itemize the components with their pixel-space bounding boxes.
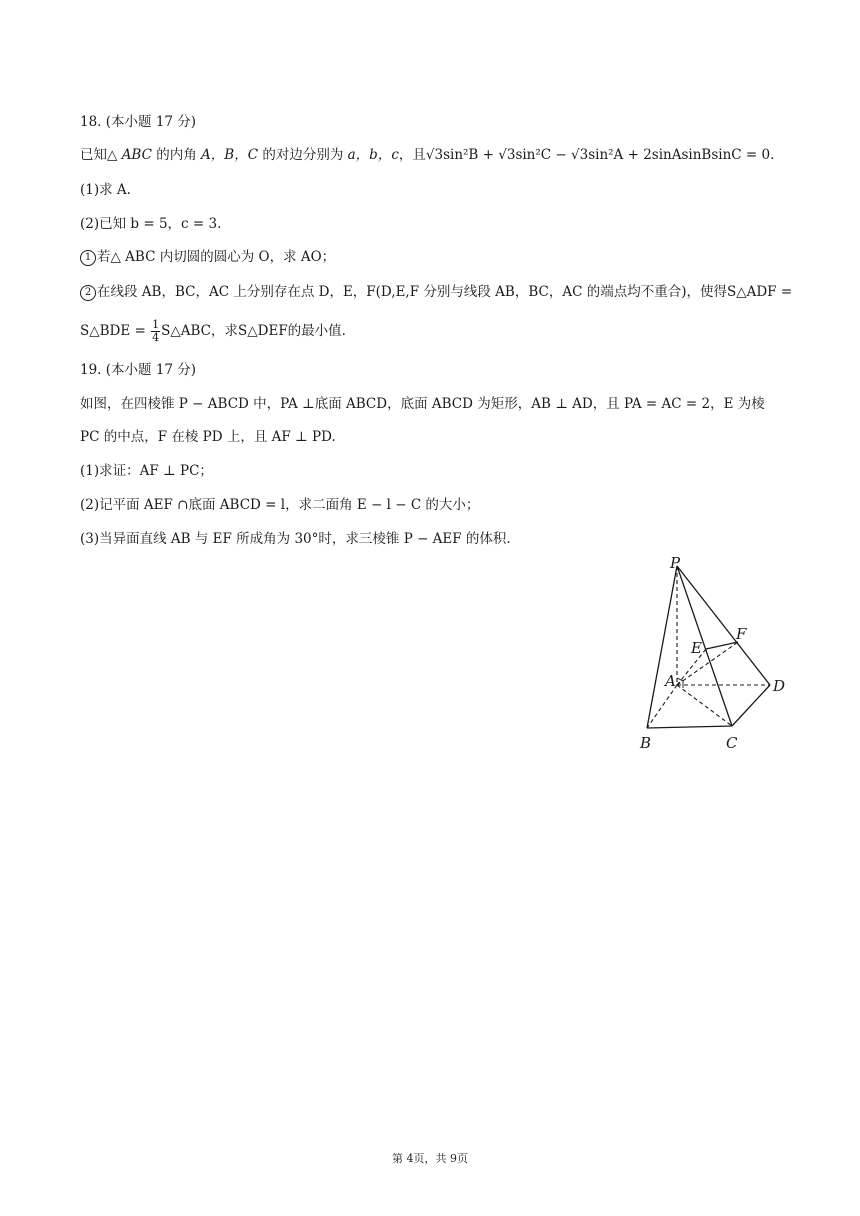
q19-stem-line1: 如图，在四棱锥 P − ABCD 中，PA ⊥底面 ABCD，底面 ABCD 为矩形，AB ⊥ AD，且 PA = AC = 2，E 为棱 xyxy=(80,396,765,412)
q19-part3: (3)当异面直线 AB 与 EF 所成角为 30°时，求三棱锥 P − AEF 的体积. xyxy=(80,531,511,547)
label-C: C xyxy=(726,734,738,752)
edge-BC xyxy=(647,726,732,728)
q19-part2: (2)记平面 AEF ∩底面 ABCD = l，求二面角 E − l − C 的大小； xyxy=(80,497,480,513)
q19-stem-line2: PC 的中点，F 在棱 PD 上，且 AF ⊥ PD. xyxy=(80,429,336,445)
q18-stem-mid2: 的对边分别为 xyxy=(258,147,348,163)
fraction-denominator: 4 xyxy=(152,331,160,344)
edge-PC xyxy=(677,566,732,726)
solid-edges xyxy=(647,566,770,728)
q19-part1: (1)求证：AF ⊥ PC； xyxy=(80,463,213,479)
q18-sub2-text1: 在线段 AB，BC，AC 上分别存在点 D，E，F(D,E,F 分别与线段 AB，BC，AC 的端点均不重合)，使得S△ADF = xyxy=(97,284,793,300)
label-A: A xyxy=(665,672,676,690)
q18-sub2-text2a: S△BDE = xyxy=(80,323,151,339)
page-footer: 第 4页，共 9页 xyxy=(392,1152,468,1165)
label-F: F xyxy=(736,625,747,643)
q18-sub2-text2b: S△ABC，求S△DEF的最小值. xyxy=(161,323,346,339)
q18-sub2-marker: 2 xyxy=(80,285,96,301)
edge-PB xyxy=(647,566,677,728)
q18-sub1 xyxy=(80,247,790,267)
label-P: P xyxy=(670,554,681,572)
q18-sub1-marker: 1 xyxy=(80,250,96,266)
label-D: D xyxy=(773,677,786,695)
q18-sub2-line1 xyxy=(80,282,793,302)
segment-EF xyxy=(706,642,738,649)
label-B: B xyxy=(640,734,652,752)
q18-sub2-line2 xyxy=(80,316,790,346)
edge-CD xyxy=(732,685,770,726)
hidden-edges xyxy=(647,566,770,728)
q18-part2: (2)已知 b = 5，c = 3. xyxy=(80,216,222,232)
pyramid-figure xyxy=(630,552,800,754)
q18-header: 18. (本小题 17 分) xyxy=(80,114,197,130)
q19-header: 19. (本小题 17 分) xyxy=(80,362,197,378)
edge-AC xyxy=(677,685,732,726)
q18-part1: (1)求 A. xyxy=(80,182,131,198)
q18-stem-abc: ABC xyxy=(121,147,152,163)
q18-stem-equation: √3sin²B + √3sin²C − √3sin²A + 2sinAsinBsinC = 0. xyxy=(425,147,775,163)
q18-stem-angles: A，B，C xyxy=(201,147,259,163)
q18-stem-mid3: ，且 xyxy=(398,147,426,163)
q18-stem-prefix: 已知△ xyxy=(80,147,122,163)
q18-stem-mid: 的内角 xyxy=(151,147,202,163)
q18-sub1-text: 若△ ABC 内切圆的圆心为 O，求 AO； xyxy=(97,249,336,265)
label-E: E xyxy=(691,639,702,657)
fraction-numerator: 1 xyxy=(152,318,160,331)
q18-sub2-fraction xyxy=(151,319,160,344)
q18-stem xyxy=(80,145,790,165)
q18-stem-sides: a，b，c xyxy=(347,147,399,163)
